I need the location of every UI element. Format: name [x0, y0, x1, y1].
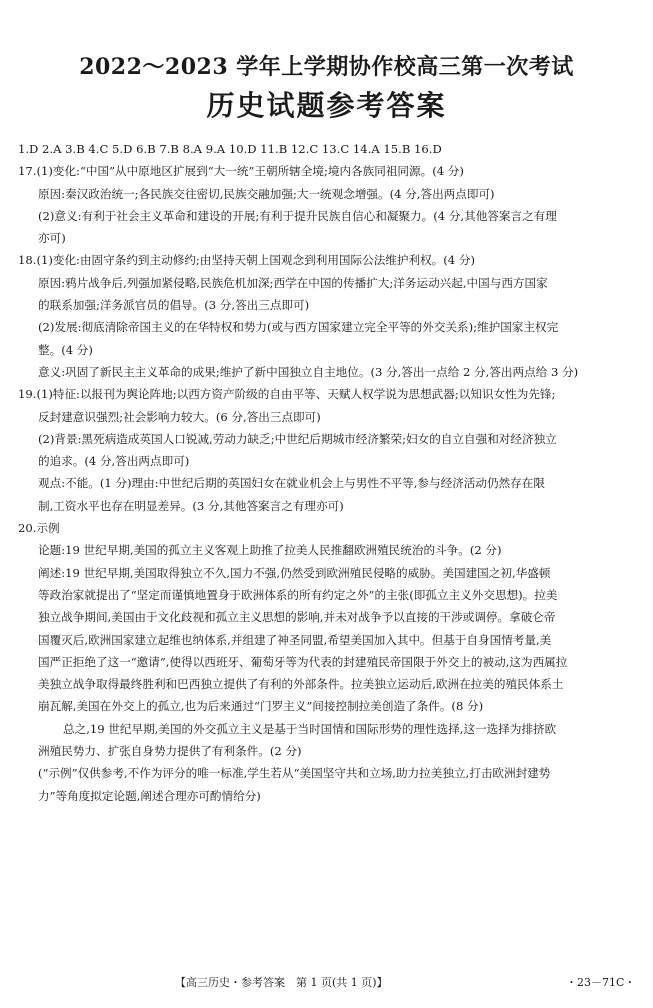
q20-line-12: (“示例”仅供参考,不作为评分的唯一标准,学生若从“美国坚守共和立场,助力拉美独立,打击欧洲封建势 — [38, 766, 551, 781]
page-footer: 【高三历史・参考答案 第 1 页(共 1 页)】 — [175, 976, 388, 989]
q20-line-3: 阐述:19 世纪早期,美国取得独立不久,国力不强,仍然受到欧洲殖民侵略的威胁。美国建国之初,华盛顿 — [38, 565, 551, 580]
document-title: 历史试题参考答案 — [206, 89, 447, 122]
q18-line-3: 的联系加强;洋务派官员的倡导。(3 分,答出三点即可) — [38, 298, 310, 313]
question-20 — [18, 517, 640, 807]
q20-line-4: 等政治家就提出了“坚定而谨慎地置身于欧洲体系的所有约定之外”的主张(即孤立主义外交思想)。拉美 — [38, 587, 558, 602]
q17-line-2: 原因:秦汉政治统一;各民族交往密切,民族交融加强;大一统观念增强。(4 分,答出两点即可) — [38, 186, 495, 201]
q19-line-2: 反封建意识强烈;社会影响力较大。(6 分,答出三点即可) — [38, 409, 321, 424]
q20-line-11: 洲殖民势力、扩张自身势力提供了有利条件。(2 分) — [38, 744, 302, 759]
q20-line-6: 国覆灭后,欧洲国家建立起维也纳体系,并组建了神圣同盟,希望美国加入其中。但基于自身国情考量,美 — [38, 632, 552, 647]
q20-line-7: 国严正拒绝了这一“邀请”,使得以西班牙、葡萄牙等为代表的封建殖民帝国限于外交上的被动,这为西属拉 — [38, 654, 568, 669]
q20-line-13: 力”等角度拟定论题,阐述合理亦可酌情给分) — [38, 788, 261, 803]
exam-title: 2022～2023 学年上学期协作校高三第一次考试 — [79, 54, 574, 80]
question-17 — [18, 160, 640, 249]
q18-line-6: 意义:巩固了新民主主义革命的成果;维护了新中国独立自主地位。(3 分,答出一点给 2 分,答出两点给 3 分) — [38, 364, 579, 379]
q18-line-5: 整。(4 分) — [38, 342, 93, 357]
q20-line-10: 总之,19 世纪早期,美国的外交孤立主义是基于当时国情和国际形势的理性选择,这一选择为排挤欧 — [63, 721, 557, 736]
q17-line-3: (2)意义:有利于社会主义革命和建设的开展;有利于提升民族自信心和凝聚力。(4 分,其他答案言之有理 — [38, 208, 557, 223]
q18-line-2: 原因:鸦片战争后,列强加紧侵略,民族危机加深;西学在中国的传播扩大;洋务运动兴起,中国与西方国家 — [38, 275, 548, 290]
q19-line-4: 的追求。(4 分,答出两点即可) — [38, 454, 190, 469]
answer-body — [18, 138, 640, 807]
question-19 — [18, 383, 640, 517]
q19-line-6: 制,工资水平也存在明显差异。(3 分,其他答案言之有理亦可) — [38, 498, 344, 513]
choice-answers: 1.D 2.A 3.B 4.C 5.D 6.B 7.B 8.A 9.A 10.D 11.B 12.C 13.C 14.A 15.B 16.D — [18, 142, 442, 156]
q18-line-1: 18.(1)变化:由固守条约到主动修约;由坚持天朝上国观念到利用国际公法维护利权。(4 分) — [18, 253, 475, 268]
q17-line-4: 亦可) — [38, 231, 66, 246]
q20-line-1: 20.示例 — [18, 521, 60, 536]
q17-line-1: 17.(1)变化:“中国”从中原地区扩展到“大一统”王朝所辖全境;境内各族同祖同源。(4 分) — [18, 164, 464, 179]
q20-line-9: 崩瓦解,美国在外交上的孤立,也为后来通过“门罗主义”间接控制拉美创造了条件。(8 分) — [38, 699, 484, 714]
q19-line-3: (2)背景:黑死病造成英国人口锐减,劳动力缺乏;中世纪后期城市经济繁荣;妇女的自立自强和对经济独立 — [38, 431, 557, 446]
q20-line-8: 美独立战争取得最终胜利和巴西独立提供了有利的外部条件。拉美独立运动后,欧洲在拉美的殖民体系土 — [38, 677, 564, 692]
q20-line-5: 独立战争期间,美国由于文化歧视和孤立主义思想的影响,并未对战争予以直接的干涉或调停。拿破仑帝 — [38, 610, 556, 625]
question-18 — [18, 249, 640, 383]
q18-line-4: (2)发展:彻底清除帝国主义的在华特权和势力(或与西方国家建立完全平等的外交关系);维护国家主权完 — [38, 320, 559, 335]
document-code: ・23－71C・ — [566, 976, 636, 989]
q19-line-5: 观点:不能。(1 分)理由:中世纪后期的英国妇女在就业机会上与男性不平等,参与经济活动仍然存在限 — [38, 476, 545, 491]
q19-line-1: 19.(1)特征:以报刊为舆论阵地;以西方资产阶级的自由平等、天赋人权学说为思想武器;以知识女性为先锋; — [18, 387, 556, 402]
q20-line-2: 论题:19 世纪早期,美国的孤立主义客观上助推了拉美人民推翻欧洲殖民统治的斗争。(2 分) — [38, 543, 502, 558]
